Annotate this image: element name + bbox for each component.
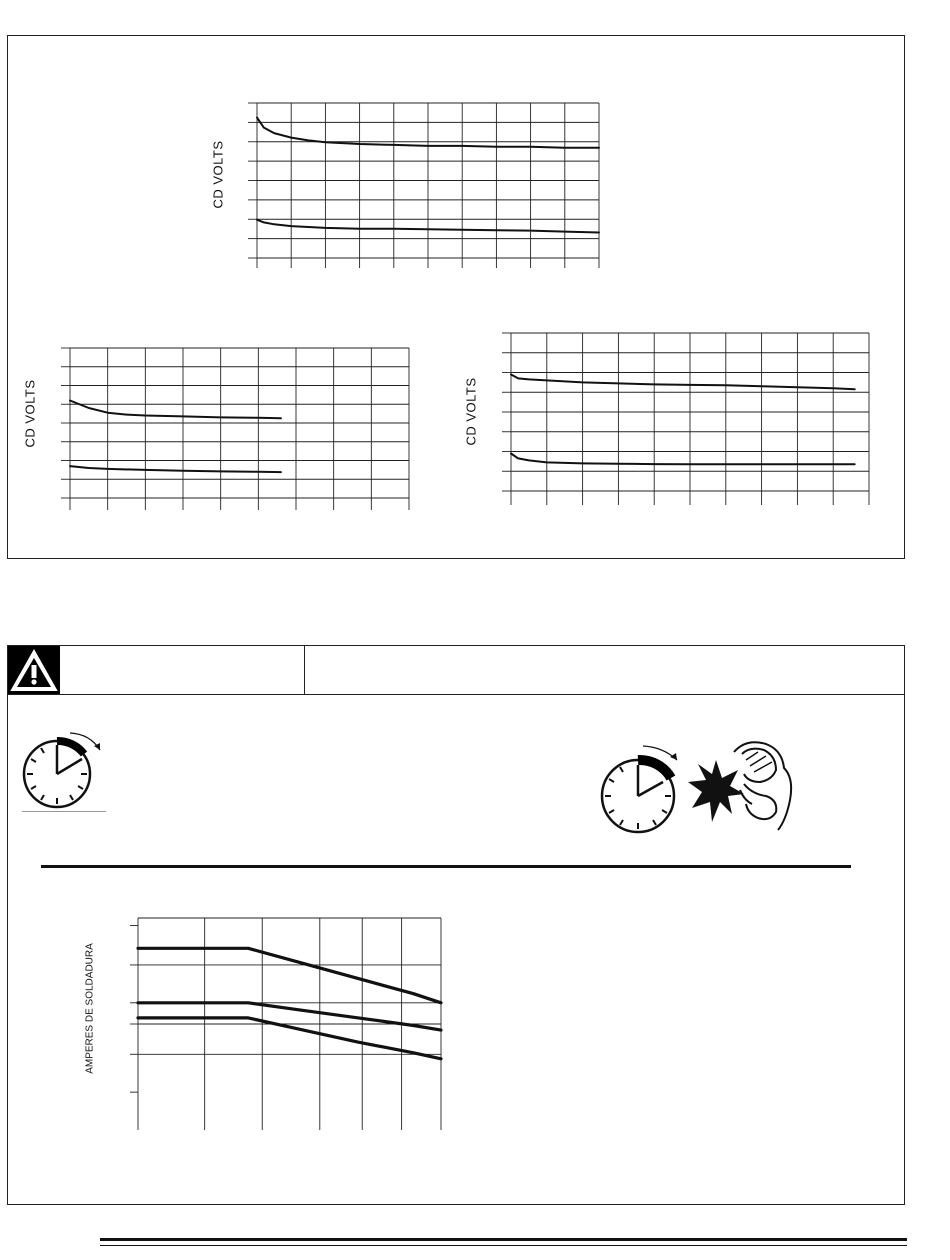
footer-rule [100, 1238, 907, 1241]
chart-right-ylabel: CD VOLTS [463, 377, 479, 446]
chart-left-ylabel: CD VOLTS [22, 379, 38, 448]
series-line-1 [138, 948, 441, 1003]
duty-chart-ylabel: AMPERES DE SOLDADURA [84, 943, 96, 1074]
footer-rule-thin [100, 1245, 907, 1246]
chart-top-ylabel: CD VOLTS [210, 140, 226, 209]
